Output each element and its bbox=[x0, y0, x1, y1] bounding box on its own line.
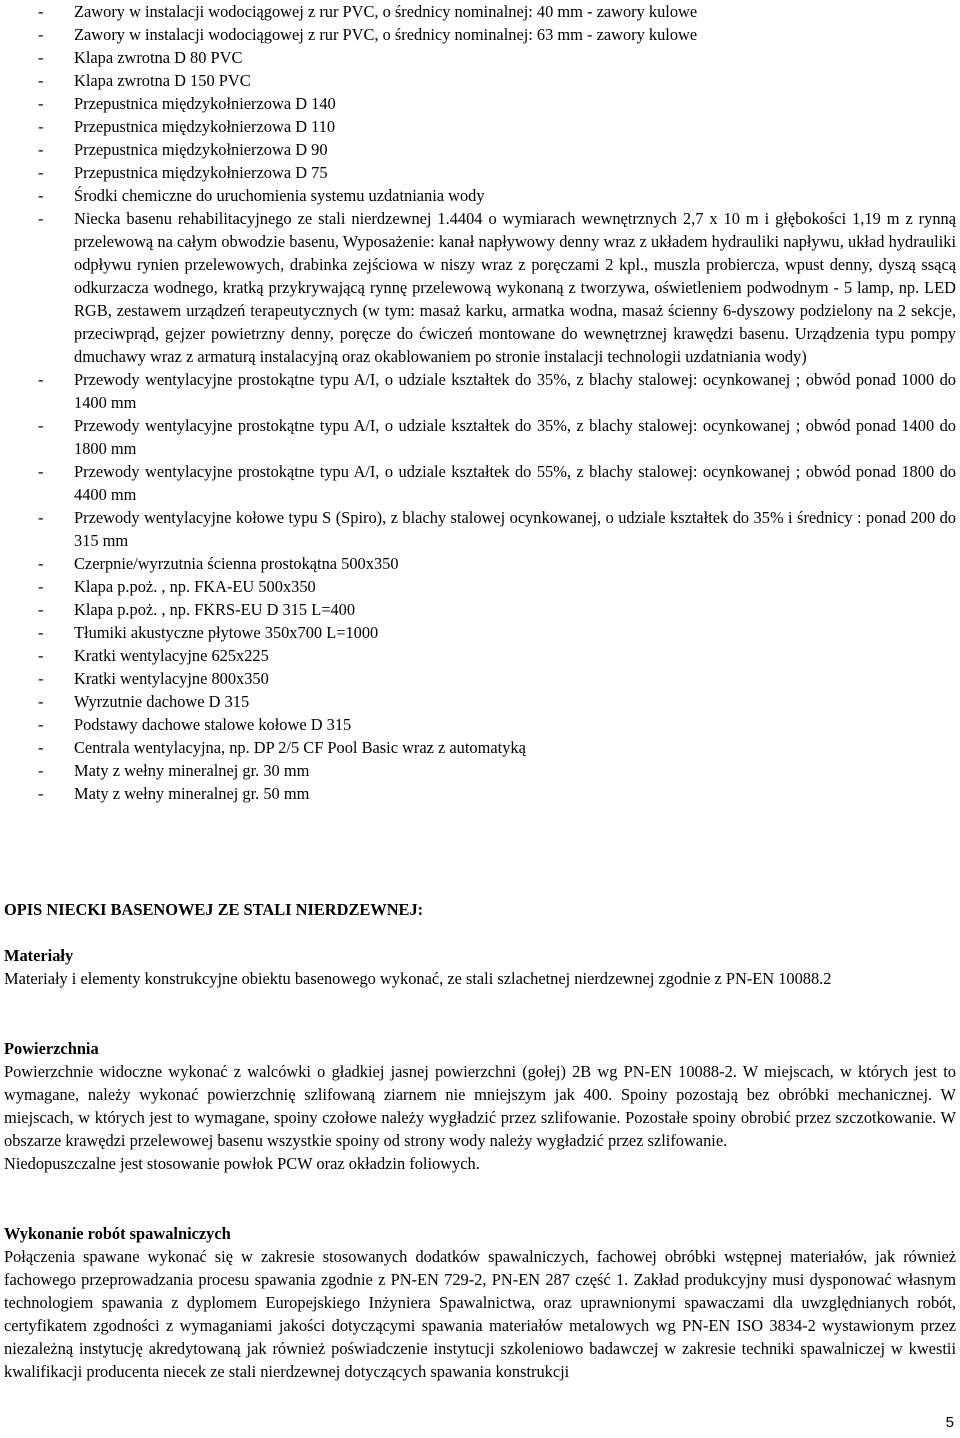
list-dash: - bbox=[38, 646, 44, 665]
list-item-text: Klapa p.poż. , np. FKA-EU 500x350 bbox=[74, 577, 316, 596]
list-dash: - bbox=[38, 623, 44, 642]
section-heading-block bbox=[4, 898, 956, 921]
list-item-text: Kratki wentylacyjne 800x350 bbox=[74, 669, 269, 688]
list-item-text: Przepustnica międzykołnierzowa D 90 bbox=[74, 140, 328, 159]
list-item-text: Przewody wentylacyjne prostokątne typu A/I, o udziale kształtek do 35%, z blachy stalowej: ocynkowanej ; obwód ponad 1400 do 1800 mm bbox=[74, 416, 956, 458]
list-dash: - bbox=[38, 25, 44, 44]
list-item-text: Przewody wentylacyjne prostokątne typu A/I, o udziale kształtek do 55%, z blachy stalowej: ocynkowanej ; obwód ponad 1800 do 4400 mm bbox=[74, 462, 956, 504]
list-item bbox=[4, 46, 956, 69]
list-dash: - bbox=[38, 577, 44, 596]
list-dash: - bbox=[38, 738, 44, 757]
list-dash: - bbox=[38, 209, 44, 228]
list-item bbox=[4, 115, 956, 138]
list-item bbox=[4, 92, 956, 115]
list-item bbox=[4, 460, 956, 506]
list-dash: - bbox=[38, 370, 44, 389]
powierzchnia-section bbox=[4, 1037, 956, 1175]
list-item bbox=[4, 667, 956, 690]
equipment-list bbox=[4, 0, 956, 805]
list-item-text: Tłumiki akustyczne płytowe 350x700 L=1000 bbox=[74, 623, 379, 642]
list-dash: - bbox=[38, 2, 44, 21]
list-dash: - bbox=[38, 554, 44, 573]
list-dash: - bbox=[38, 784, 44, 803]
list-item bbox=[4, 736, 956, 759]
list-item-text: Przepustnica międzykołnierzowa D 140 bbox=[74, 94, 336, 113]
list-item bbox=[4, 506, 956, 552]
list-dash: - bbox=[38, 462, 44, 481]
materialy-heading: Materiały bbox=[4, 946, 74, 965]
list-item-text: Centrala wentylacyjna, np. DP 2/5 CF Pool Basic wraz z automatyką bbox=[74, 738, 526, 757]
list-item bbox=[4, 184, 956, 207]
list-item bbox=[4, 759, 956, 782]
list-item bbox=[4, 552, 956, 575]
list-item-text: Niecka basenu rehabilitacyjnego ze stali nierdzewnej 1.4404 o wymiarach wewnętrznych 2,7 x 10 m i głębokości 1,19 m z rynną przelewową na całym obwodzie basenu, Wyposażenie: kanał napływowy denny wraz z układem hydrauliki napływu, układ hydrauliki odpływu rynien przelewowych, drabinka zejściowa w niszy wraz z poręczami 2 kpl., muszla probiercza, wpust denny, dyszą ssącą odkurzacza wodnego, kratką przykrywającą rynnę przelewową wykonaną z tworzywa, oświetleniem podwodnym - 5 lamp, np. LED RGB, zestawem urządzeń terapeutycznych (w tym: masaż karku, armatka wodna, masaż ścienny 6-dyszowy podzielony na 2 sekcje, przeciwprąd, gejzer powietrzny denny, poręcze do ćwiczeń montowane do wewnętrznej krawędzi basenu. Urządzenia typu pompy dmuchawy wraz z armaturą instalacyjną oraz okablowaniem po stronie instalacji technologii uzdatniania wody) bbox=[74, 209, 956, 366]
list-item bbox=[4, 0, 956, 23]
list-item-text: Klapa p.poż. , np. FKRS-EU D 315 L=400 bbox=[74, 600, 356, 619]
list-item-text: Wyrzutnie dachowe D 315 bbox=[74, 692, 250, 711]
wykonanie-section bbox=[4, 1222, 956, 1383]
list-item-text: Klapa zwrotna D 150 PVC bbox=[74, 71, 251, 90]
list-dash: - bbox=[38, 48, 44, 67]
list-dash: - bbox=[38, 186, 44, 205]
list-item-text: Maty z wełny mineralnej gr. 30 mm bbox=[74, 761, 310, 780]
powierzchnia-text: Powierzchnie widoczne wykonać z walcówki o gładkiej jasnej powierzchni (gołej) 2B wg PN-EN 10088-2. W miejscach, w których jest to wymagane, należy wykonać powierzchnię szlifowaną ziarnem nie mniejszym jak 400. Spoiny pozostają bez obróbki mechanicznej. W miejscach, w których jest to wymagane, spoiny czołowe należy wygładzić przez szlifowanie. Pozostałe spoiny obrobić przez szczotkowanie. W obszarze krawędzi przelewowej basenu wszystkie spoiny od strony wody należy wygładzić przez szlifowanie. bbox=[4, 1062, 956, 1150]
materialy-section bbox=[4, 944, 956, 990]
list-dash: - bbox=[38, 669, 44, 688]
list-item-text: Przepustnica międzykołnierzowa D 75 bbox=[74, 163, 328, 182]
list-item bbox=[4, 23, 956, 46]
list-item-text: Maty z wełny mineralnej gr. 50 mm bbox=[74, 784, 310, 803]
list-item-text: Zawory w instalacji wodociągowej z rur PVC, o średnicy nominalnej: 63 mm - zawory kulowe bbox=[74, 25, 698, 44]
list-item bbox=[4, 690, 956, 713]
list-item-text: Przewody wentylacyjne prostokątne typu A/I, o udziale kształtek do 35%, z blachy stalowej: ocynkowanej ; obwód ponad 1000 do 1400 mm bbox=[74, 370, 956, 412]
materialy-text: Materiały i elementy konstrukcyjne obiektu basenowego wykonać, ze stali szlachetnej nierdzewnej zgodnie z PN-EN 10088.2 bbox=[4, 969, 832, 988]
list-dash: - bbox=[38, 416, 44, 435]
section-title: OPIS NIECKI BASENOWEJ ZE STALI NIERDZEWNEJ: bbox=[4, 900, 424, 919]
list-item-text: Przewody wentylacyjne kołowe typu S (Spiro), z blachy stalowej ocynkowanej, o udziale kształtek do 35% i średnicy : ponad 200 do 315 mm bbox=[74, 508, 956, 550]
list-item bbox=[4, 644, 956, 667]
list-dash: - bbox=[38, 692, 44, 711]
list-dash: - bbox=[38, 715, 44, 734]
list-item-text: Podstawy dachowe stalowe kołowe D 315 bbox=[74, 715, 352, 734]
list-dash: - bbox=[38, 117, 44, 136]
list-item bbox=[4, 598, 956, 621]
list-item bbox=[4, 69, 956, 92]
list-item-text: Zawory w instalacji wodociągowej z rur PVC, o średnicy nominalnej: 40 mm - zawory kulowe bbox=[74, 2, 698, 21]
list-item bbox=[4, 713, 956, 736]
list-item bbox=[4, 414, 956, 460]
list-dash: - bbox=[38, 163, 44, 182]
wykonanie-text: Połączenia spawane wykonać się w zakresie stosowanych dodatków spawalniczych, fachowej obróbki wstępnej materiałów, jak również fachowego przeprowadzania procesu spawania zgodnie z PN-EN 729-2, PN-EN 287 część 1. Zakład produkcyjny musi dysponować własnym technologiem spawania z dyplomem Europejskiego Inżyniera Spawalnictwa, oraz uprawnionymi spawaczami dla uwzględnianych robót, certyfikatem zgodności z wymaganiami jakości dotyczącymi spawania materiałów metalowych wg PN-EN ISO 3834-2 wystawionym przez niezależną instytucję akredytowaną jak również poświadczenie instytucji szkoleniowo badawczej w zakresie techniki spawalniczej w kwestii kwalifikacji producenta niecek ze stali nierdzewnej dotyczących spawania konstrukcji bbox=[4, 1247, 956, 1381]
list-dash: - bbox=[38, 140, 44, 159]
list-dash: - bbox=[38, 600, 44, 619]
list-dash: - bbox=[38, 71, 44, 90]
powierzchnia-heading: Powierzchnia bbox=[4, 1039, 99, 1058]
list-dash: - bbox=[38, 94, 44, 113]
list-item-text: Klapa zwrotna D 80 PVC bbox=[74, 48, 243, 67]
powierzchnia-text-2: Niedopuszczalne jest stosowanie powłok PCW oraz okładzin foliowych. bbox=[4, 1154, 480, 1173]
list-item bbox=[4, 368, 956, 414]
list-item bbox=[4, 138, 956, 161]
list-item bbox=[4, 575, 956, 598]
list-item bbox=[4, 621, 956, 644]
list-item bbox=[4, 161, 956, 184]
list-dash: - bbox=[38, 761, 44, 780]
list-item bbox=[4, 207, 956, 368]
page-number: 5 bbox=[945, 1414, 954, 1431]
list-item bbox=[4, 782, 956, 805]
list-item-text: Czerpnie/wyrzutnia ścienna prostokątna 500x350 bbox=[74, 554, 399, 573]
list-item-text: Kratki wentylacyjne 625x225 bbox=[74, 646, 269, 665]
list-item-text: Środki chemiczne do uruchomienia systemu uzdatniania wody bbox=[74, 186, 485, 205]
wykonanie-heading: Wykonanie robót spawalniczych bbox=[4, 1224, 231, 1243]
list-item-text: Przepustnica międzykołnierzowa D 110 bbox=[74, 117, 336, 136]
list-dash: - bbox=[38, 508, 44, 527]
